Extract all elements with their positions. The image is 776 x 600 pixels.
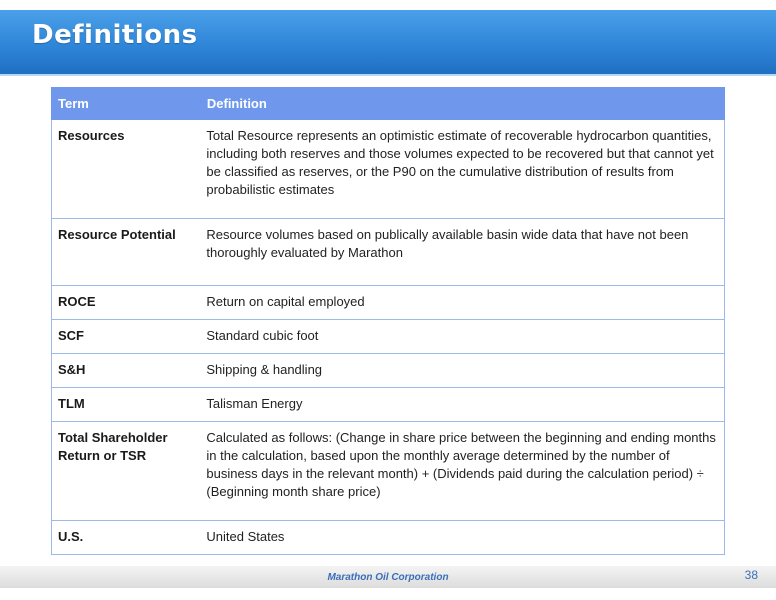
- page-title: Definitions: [32, 20, 198, 50]
- definition-cell: Standard cubic foot: [200, 320, 724, 354]
- term-cell: Total Shareholder Return or TSR: [52, 422, 201, 521]
- column-header-term: Term: [52, 88, 201, 120]
- table-row: [52, 120, 725, 219]
- definition-cell: United States: [200, 521, 724, 555]
- definition-cell: Total Resource represents an optimistic estimate of recoverable hydrocarbon quantities, including both reserves and those volumes expected to be recovered but that cannot yet be classified as reserves, or the P90 on the cumulative distribution of results from probabilistic estimates: [200, 120, 724, 219]
- term-cell: ROCE: [52, 286, 201, 320]
- term-cell: TLM: [52, 388, 201, 422]
- term-cell: Resources: [52, 120, 201, 219]
- definition-cell: Resource volumes based on publically available basin wide data that have not been thoroughly evaluated by Marathon: [200, 219, 724, 286]
- term-cell: Resource Potential: [52, 219, 201, 286]
- definition-cell: Calculated as follows: (Change in share price between the beginning and ending months in the calculation, based upon the monthly average determined by the number of business days in the relevant month) + (Dividends paid during the calculation period) ÷ (Beginning month share price): [200, 422, 724, 521]
- table-row: [52, 286, 725, 320]
- page-number: 38: [744, 568, 758, 582]
- title-bar: [0, 10, 776, 76]
- term-cell: S&H: [52, 354, 201, 388]
- table-row: [52, 521, 725, 555]
- term-cell: U.S.: [52, 521, 201, 555]
- table-row: [52, 219, 725, 286]
- definition-cell: Talisman Energy: [200, 388, 724, 422]
- table-row: [52, 320, 725, 354]
- table-row: [52, 422, 725, 521]
- definition-cell: Return on capital employed: [200, 286, 724, 320]
- definition-cell: Shipping & handling: [200, 354, 724, 388]
- table-row: [52, 388, 725, 422]
- footer-company: Marathon Oil Corporation: [327, 572, 449, 583]
- term-cell: SCF: [52, 320, 201, 354]
- definitions-table: [51, 87, 725, 555]
- table-header-row: [52, 88, 725, 120]
- table-row: [52, 354, 725, 388]
- column-header-definition: Definition: [200, 88, 724, 120]
